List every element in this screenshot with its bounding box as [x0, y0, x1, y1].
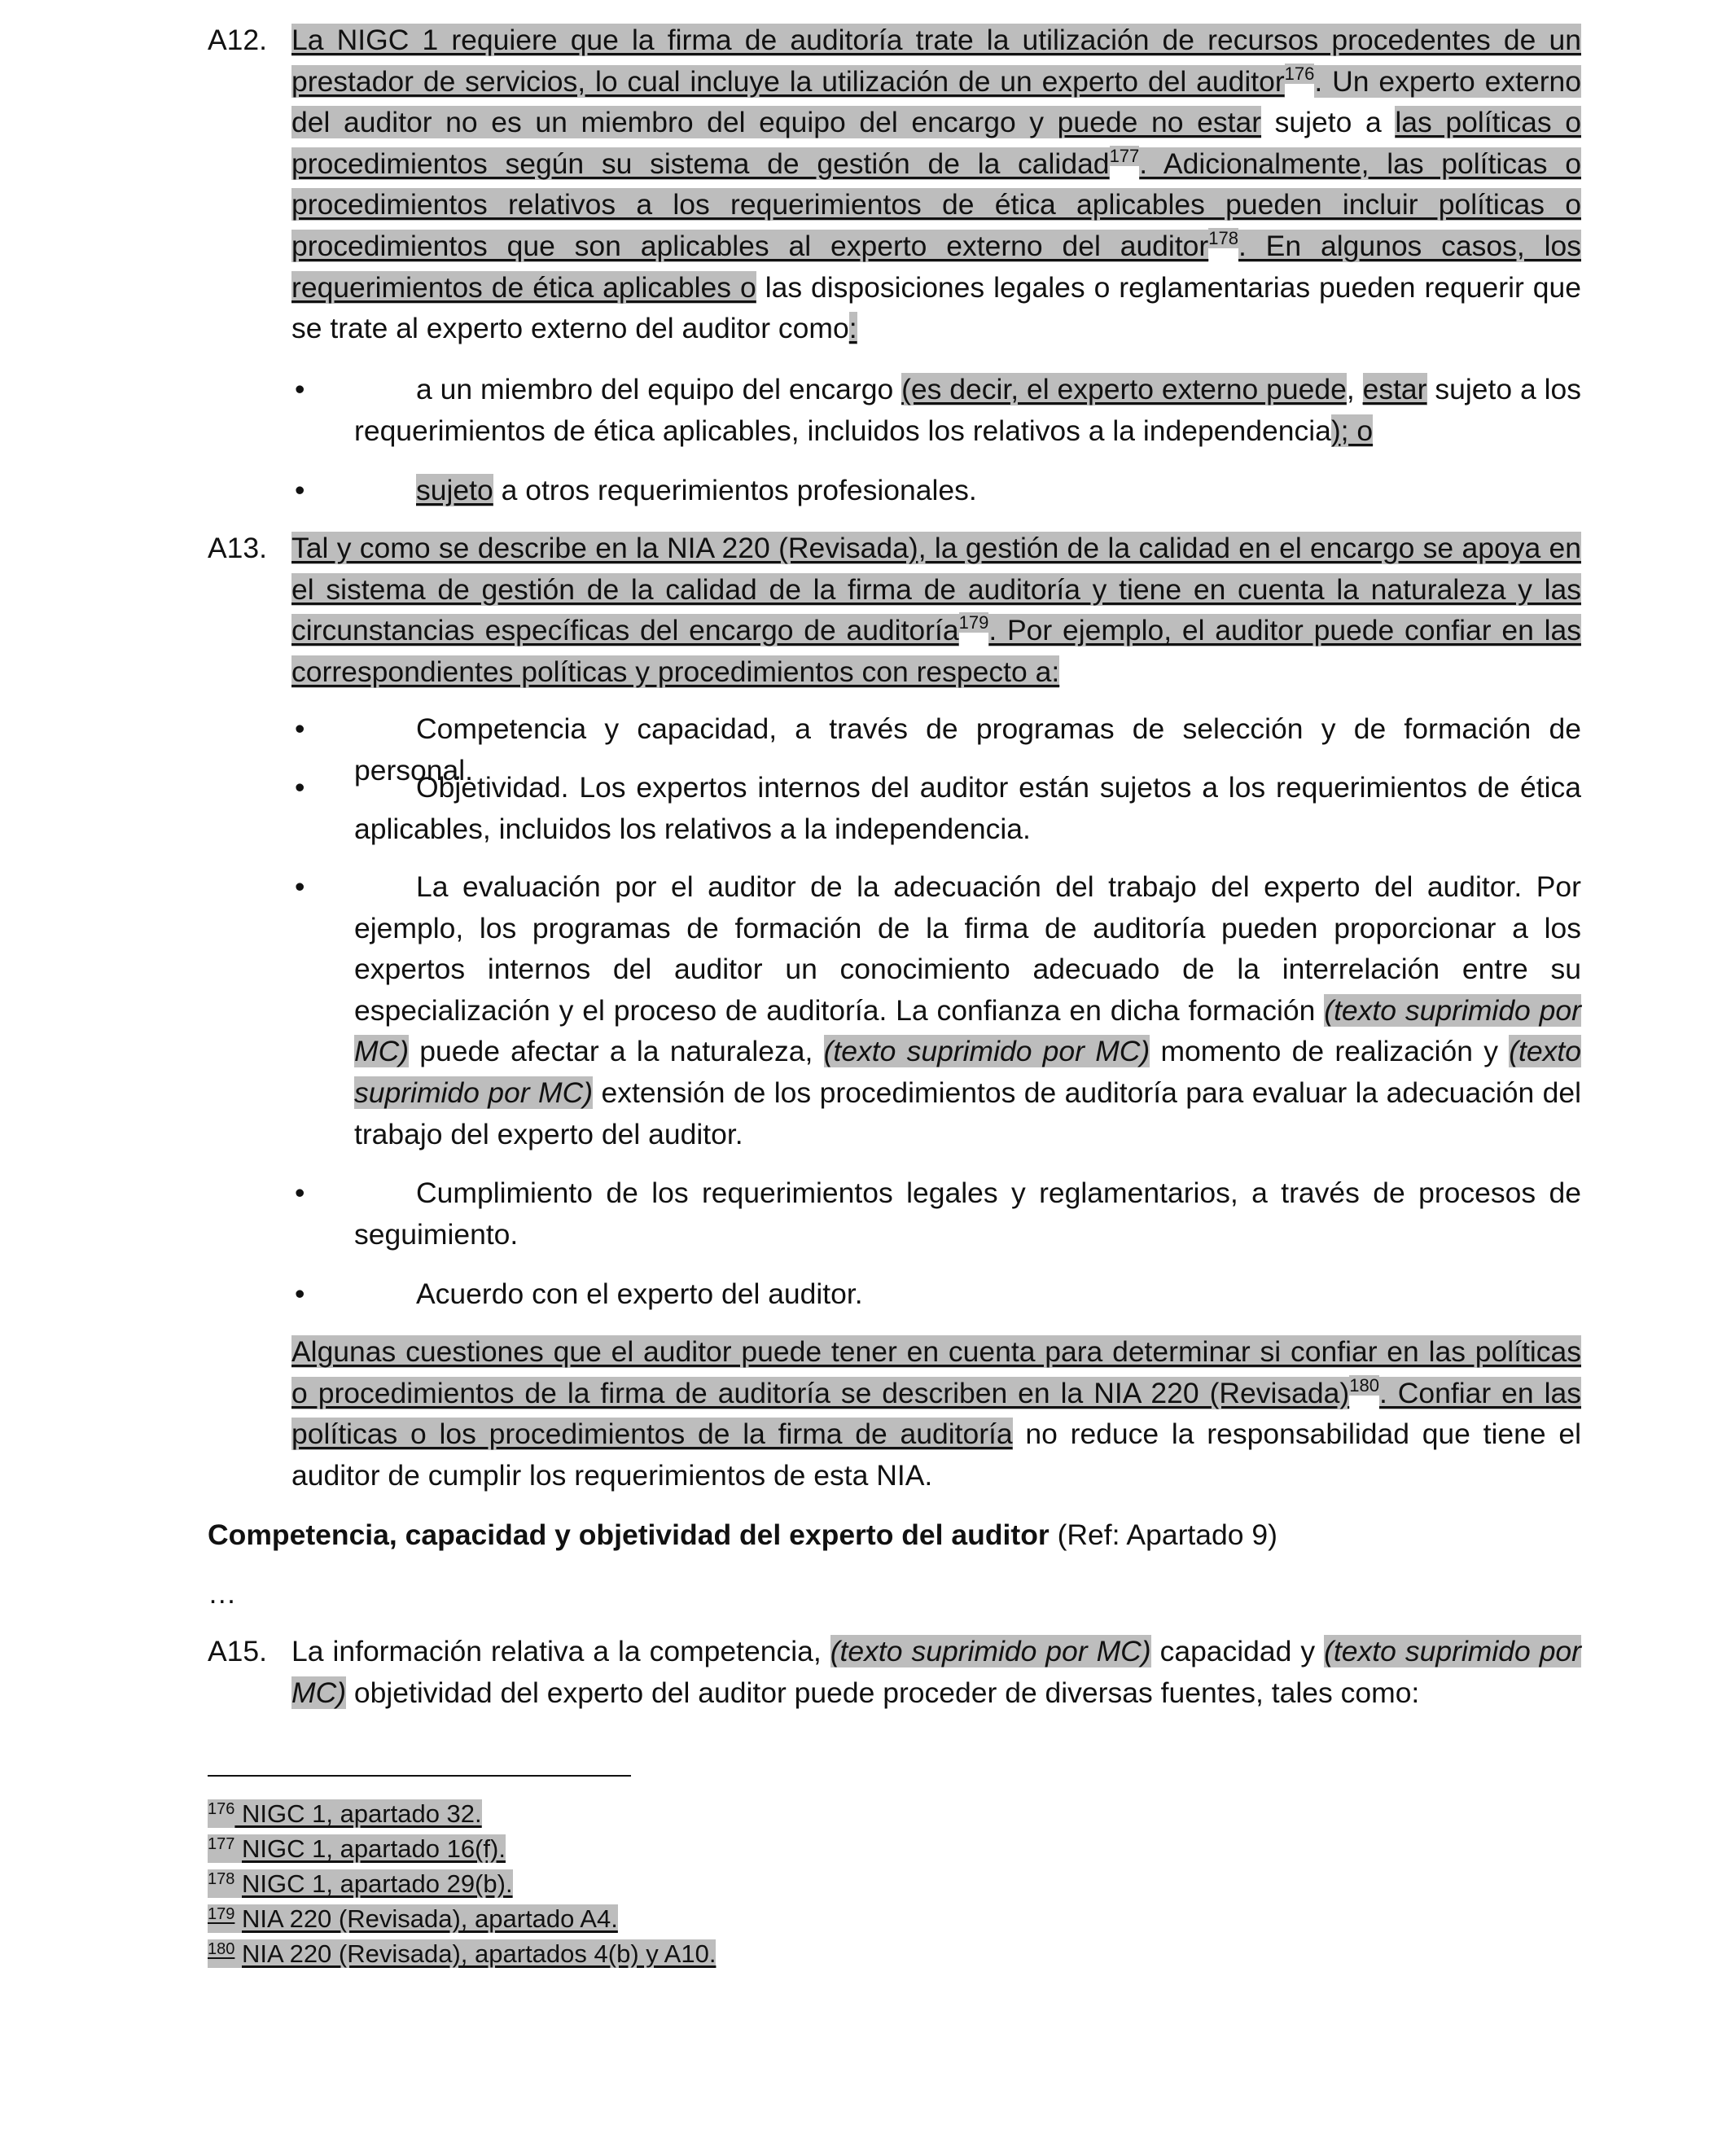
a12-b2-highlight-1: sujeto	[416, 474, 493, 506]
a12-highlight-5: las políticas o procedimientos según su sistema de gestión de la calidad	[291, 106, 1581, 180]
footnote-177	[208, 1831, 506, 1866]
footnote-text: NIGC 1, apartado 29(b).	[242, 1869, 513, 1898]
bullet-icon: •	[295, 1177, 305, 1209]
a12-bullet-1	[354, 369, 1581, 451]
a12-text-4: sujeto a	[1261, 106, 1396, 139]
section-heading	[208, 1514, 1581, 1556]
a12-b1-text-3: ,	[1346, 373, 1363, 405]
footnote-number: 176	[208, 1800, 235, 1818]
footnote-180	[208, 1936, 716, 1971]
a12-b2-text-2: a otros requerimientos profesionales.	[493, 474, 977, 506]
bullet-icon: •	[295, 474, 305, 506]
a13-highlight-1: Tal y como se describe en la NIA 220 (Revisada), la gestión de la calidad en el encargo se apoya en el sistema de gestión de la calidad de la firma de auditoría y tiene en cuenta la naturaleza y las circunstancias específicas del encargo de auditoría	[291, 532, 1581, 647]
a12-text-8: las disposiciones legales o reglamentarias pueden requerir que se trate al experto externo del auditor como	[291, 270, 1581, 345]
footnote-number: 179	[208, 1905, 235, 1923]
footnote-ref-179[interactable]: 179	[958, 612, 989, 633]
a15-text-1: La información relativa a la competencia,	[291, 1635, 830, 1667]
a13-b3-text-7: extensión de los procedimientos de auditoría para evaluar la adecuación del trabajo del experto del auditor.	[354, 1076, 1581, 1150]
ellipsis: …	[208, 1577, 237, 1610]
a12-highlight-3: puede no estar	[1057, 106, 1262, 139]
a13-closing-highlight-1: Algunas cuestiones que el auditor puede tener en cuenta para determinar si confiar en las políticas o procedimientos de la firma de auditoría se describen en la NIA 220 (Revisada)	[291, 1335, 1581, 1409]
paragraph-number-a15: A15.	[208, 1635, 268, 1667]
bullet-icon: •	[295, 870, 305, 903]
footnote-ref-176[interactable]: 176	[1284, 63, 1315, 84]
paragraph-number-a13: A13.	[208, 532, 268, 564]
a15-text-3: capacidad y	[1150, 1635, 1325, 1667]
footnote-ref-180[interactable]: 180	[1349, 1374, 1379, 1396]
bullet-icon: •	[295, 712, 305, 745]
footnote-ref-178[interactable]: 178	[1208, 227, 1238, 248]
a15-suppressed-1: (texto suprimido por MC)	[830, 1635, 1151, 1667]
a12-highlight-9: :	[848, 312, 857, 345]
footnote-number: 177	[208, 1835, 235, 1853]
a13-bullet-5: Acuerdo con el experto del auditor.	[416, 1277, 863, 1310]
section-heading-title: Competencia, capacidad y objetividad del experto del auditor	[208, 1518, 1050, 1551]
a12-b1-text-1: a un miembro del equipo del encargo	[416, 373, 902, 405]
footnote-176	[208, 1796, 482, 1831]
a12-b1-highlight-2: (es decir, el experto externo puede	[901, 373, 1347, 405]
a13-bullet-2: Objetividad. Los expertos internos del auditor están sujetos a los requerimientos de ética aplicables, incluidos los relativos a la independencia.	[354, 771, 1581, 845]
paragraph-a12	[291, 20, 1581, 349]
a12-bullet-2	[354, 470, 1581, 511]
a13-b3-suppressed-2: (texto suprimido por MC)	[823, 1035, 1150, 1068]
a13-b3-suppressed-1: (texto suprimido por MC)	[354, 993, 1581, 1068]
bullet-icon: •	[295, 373, 305, 405]
a12-highlight-1: La NIGC 1 requiere que la firma de auditoría trate la utilización de recursos procedentes de un prestador de servicios, lo cual incluye la utilización de un experto del auditor	[291, 24, 1581, 98]
a12-text-2: . Un experto externo del auditor no es un miembro del equipo del encargo y	[291, 64, 1581, 139]
a13-closing-text-3: no reduce la responsabilidad que tiene el auditor de cumplir los requerimientos de esta NIA.	[291, 1418, 1582, 1492]
paragraph-number-a12: A12.	[208, 24, 268, 56]
a13-b3-text-1: La evaluación por el auditor de la adecuación del trabajo del experto del auditor. Por ejemplo, los programas de formación de la firma de auditoría pueden proporcionar a los expertos internos del auditor un conocimiento adecuado de la interrelación entre su especialización y el proceso de auditoría. La confianza en dicha formación	[354, 870, 1581, 1027]
bullet-icon: •	[295, 1277, 305, 1310]
a13-b3-text-3: puede afectar a la naturaleza,	[409, 1035, 824, 1068]
a13-bullet-3	[354, 866, 1581, 1155]
footnote-text: NIA 220 (Revisada), apartados 4(b) y A10.	[242, 1939, 717, 1968]
footnote-ref-177[interactable]: 177	[1109, 145, 1140, 166]
section-heading-ref: (Ref: Apartado 9)	[1049, 1518, 1277, 1551]
a13-bullet-1: Competencia y capacidad, a través de programas de selección y de formación de personal.	[354, 712, 1581, 787]
a15-text-5: objetividad del experto del auditor puede proceder de diversas fuentes, tales como:	[346, 1676, 1420, 1709]
a13-closing-highlight-2: . Confiar en las políticas o los procedimientos de la firma de auditoría	[291, 1376, 1582, 1451]
footnote-separator	[208, 1775, 631, 1777]
a13-b3-suppressed-3: (texto suprimido por MC)	[354, 1035, 1582, 1109]
a13-b3-text-5: momento de realización y	[1150, 1035, 1510, 1068]
footnote-text: NIA 220 (Revisada), apartado A4.	[242, 1904, 618, 1933]
a13-bullet-4: Cumplimiento de los requerimientos legales y reglamentarios, a través de procesos de seguimiento.	[354, 1177, 1581, 1251]
a12-b1-highlight-6: ); o	[1330, 414, 1374, 447]
a12-highlight-7: . En algunos casos, los requerimientos de ética aplicables o	[291, 229, 1581, 304]
a12-b1-text-5: sujeto a los requerimientos de ética aplicables, incluidos los relativos a la independencia	[354, 373, 1581, 447]
footnote-179	[208, 1901, 618, 1936]
paragraph-a15	[291, 1631, 1581, 1713]
footnote-number: 180	[208, 1940, 235, 1958]
bullet-icon: •	[295, 771, 305, 804]
a15-suppressed-2: (texto suprimido por MC)	[291, 1635, 1581, 1709]
footnote-number: 178	[208, 1870, 235, 1888]
footnote-text: NIGC 1, apartado 32.	[234, 1799, 482, 1828]
a13-highlight-2: . Por ejemplo, el auditor puede confiar en las correspondientes políticas y procedimientos con respecto a:	[291, 614, 1581, 688]
footnote-178	[208, 1866, 513, 1901]
footnote-text: NIGC 1, apartado 16(f).	[242, 1834, 506, 1863]
a12-highlight-6: . Adicionalmente, las políticas o procedimientos relativos a los requerimientos de ética aplicables pueden incluir políticas o procedimientos que son aplicables al experto externo del auditor	[291, 147, 1581, 262]
a12-b1-highlight-4: estar	[1362, 373, 1427, 405]
a13-closing-paragraph	[291, 1331, 1581, 1496]
paragraph-a13	[291, 528, 1581, 692]
